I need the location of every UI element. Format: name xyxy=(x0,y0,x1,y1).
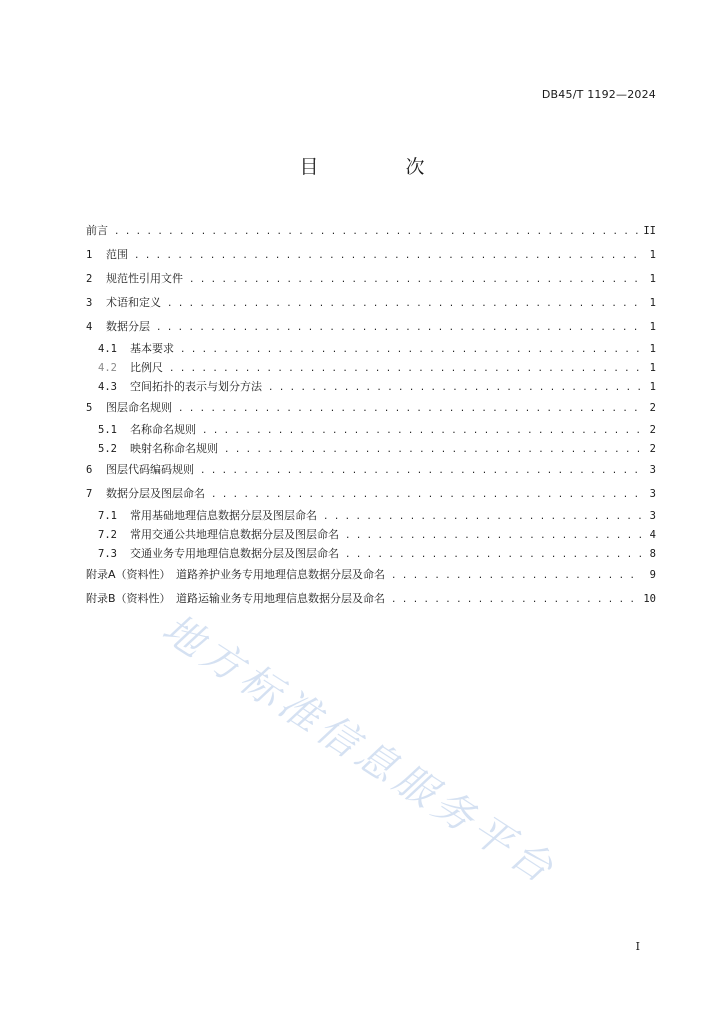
toc-number: 3 xyxy=(86,297,93,309)
table-of-contents xyxy=(86,219,656,611)
toc-page: 9 xyxy=(649,569,656,581)
leader-dots xyxy=(178,397,642,421)
toc-label: 图层命名规则 xyxy=(106,401,172,414)
toc-number: 7.2 xyxy=(98,529,117,541)
toc-page: II xyxy=(643,225,656,237)
toc-label: 附录A（资料性） 道路养护业务专用地理信息数据分层及命名 xyxy=(86,568,386,581)
toc-label: 比例尺 xyxy=(130,361,163,374)
toc-number: 1 xyxy=(86,249,93,261)
toc-label: 常用交通公共地理信息数据分层及图层命名 xyxy=(130,528,339,541)
leader-dots xyxy=(180,341,642,360)
toc-label: 常用基础地理信息数据分层及图层命名 xyxy=(130,509,317,522)
toc-title: 目 次 xyxy=(299,156,459,178)
toc-number: 7 xyxy=(86,488,93,500)
leader-dots xyxy=(134,244,642,268)
leader-dots xyxy=(345,546,642,565)
document-code: DB45/T 1192—2024 xyxy=(541,88,656,101)
toc-page: 1 xyxy=(649,249,656,261)
toc-entry-scope[interactable] xyxy=(86,243,656,267)
leader-dots xyxy=(391,588,639,612)
watermark: 地方标准信息服务平台 xyxy=(154,605,565,895)
toc-entry-5-2[interactable] xyxy=(86,439,656,458)
toc-page: 1 xyxy=(649,321,656,333)
toc-page: 4 xyxy=(649,529,656,541)
leader-dots xyxy=(167,292,642,316)
leader-dots xyxy=(224,441,642,460)
toc-page: 2 xyxy=(649,424,656,436)
toc-label: 数据分层 xyxy=(106,320,150,333)
toc-number: 4.3 xyxy=(98,381,117,393)
toc-number: 4 xyxy=(86,321,93,333)
page-number: I xyxy=(635,940,640,953)
toc-entry-4-3[interactable] xyxy=(86,377,656,396)
leader-dots xyxy=(391,564,642,588)
toc-label: 映射名称命名规则 xyxy=(130,442,218,455)
leader-dots xyxy=(114,220,639,244)
toc-page: 2 xyxy=(649,443,656,455)
leader-dots xyxy=(268,379,642,398)
toc-entry-layering-and-naming[interactable] xyxy=(86,482,656,506)
toc-entry-7-3[interactable] xyxy=(86,544,656,563)
toc-number: 4.2 xyxy=(98,362,117,374)
toc-entry-5-1[interactable] xyxy=(86,420,656,439)
toc-entry-7-2[interactable] xyxy=(86,525,656,544)
leader-dots xyxy=(345,527,642,546)
toc-page: 1 xyxy=(649,273,656,285)
toc-page: 2 xyxy=(649,402,656,414)
toc-label: 名称命名规则 xyxy=(130,423,196,436)
toc-entry-appendix-b[interactable] xyxy=(86,587,656,611)
toc-page: 8 xyxy=(649,548,656,560)
toc-page: 1 xyxy=(649,343,656,355)
toc-entry-layer-naming-rules[interactable] xyxy=(86,396,656,420)
toc-label: 规范性引用文件 xyxy=(106,272,183,285)
toc-page: 3 xyxy=(649,464,656,476)
leader-dots xyxy=(323,508,642,527)
toc-entry-layer-code-rules[interactable] xyxy=(86,458,656,482)
toc-number: 2 xyxy=(86,273,93,285)
toc-label: 交通业务专用地理信息数据分层及图层命名 xyxy=(130,547,339,560)
toc-number: 5 xyxy=(86,402,93,414)
toc-number: 6 xyxy=(86,464,93,476)
toc-page: 1 xyxy=(649,297,656,309)
toc-number: 7.3 xyxy=(98,548,117,560)
toc-entry-foreword[interactable] xyxy=(86,219,656,243)
leader-dots xyxy=(156,316,642,340)
toc-label: 前言 xyxy=(86,224,108,237)
leader-dots xyxy=(211,483,642,507)
toc-label: 数据分层及图层命名 xyxy=(106,487,205,500)
toc-entry-7-1[interactable] xyxy=(86,506,656,525)
toc-number: 5.1 xyxy=(98,424,117,436)
toc-label: 附录B（资料性） 道路运输业务专用地理信息数据分层及命名 xyxy=(86,592,386,605)
toc-page: 3 xyxy=(649,488,656,500)
toc-label: 空间拓扑的表示与划分方法 xyxy=(130,380,262,393)
leader-dots xyxy=(200,459,642,483)
toc-page: 1 xyxy=(649,381,656,393)
toc-number: 4.1 xyxy=(98,343,117,355)
toc-entry-normative-references[interactable] xyxy=(86,267,656,291)
toc-page: 3 xyxy=(649,510,656,522)
toc-label: 术语和定义 xyxy=(106,296,161,309)
toc-label: 基本要求 xyxy=(130,342,174,355)
toc-number: 7.1 xyxy=(98,510,117,522)
toc-page: 1 xyxy=(649,362,656,374)
toc-label: 范围 xyxy=(106,248,128,261)
toc-entry-4-1[interactable] xyxy=(86,339,656,358)
toc-entry-terms[interactable] xyxy=(86,291,656,315)
toc-entry-data-layering[interactable] xyxy=(86,315,656,339)
toc-number: 5.2 xyxy=(98,443,117,455)
toc-label: 图层代码编码规则 xyxy=(106,463,194,476)
toc-entry-4-2[interactable] xyxy=(86,358,656,377)
toc-entry-appendix-a[interactable] xyxy=(86,563,656,587)
toc-page: 10 xyxy=(643,593,656,605)
leader-dots xyxy=(202,422,642,441)
leader-dots xyxy=(189,268,642,292)
